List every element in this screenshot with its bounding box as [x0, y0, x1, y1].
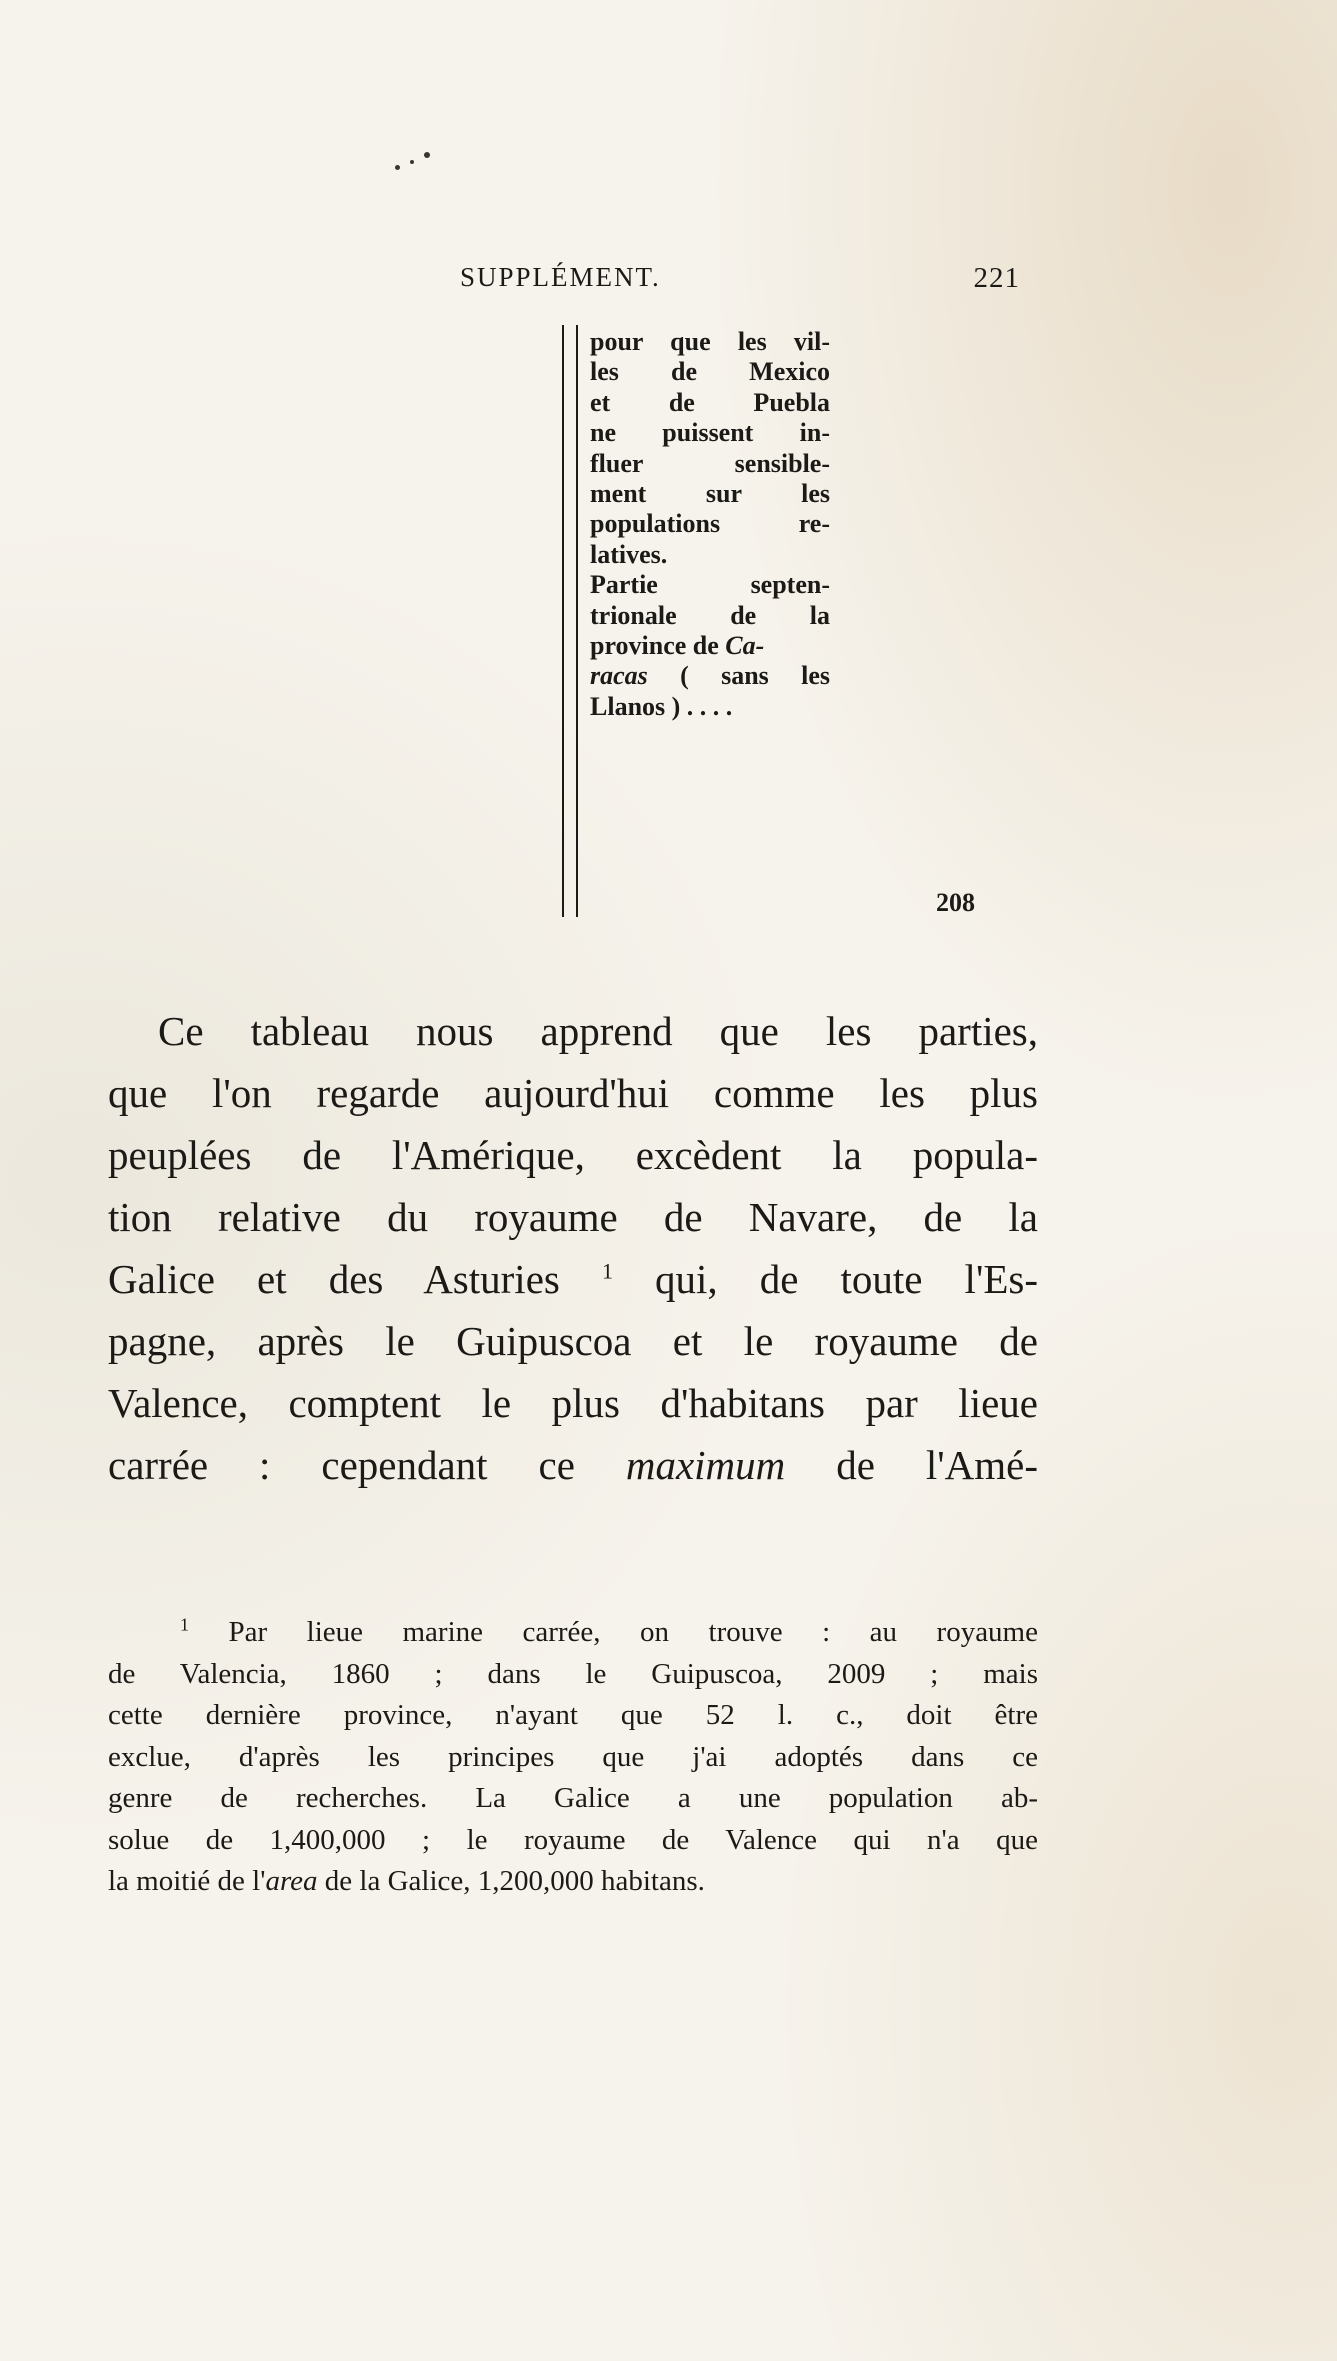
- paragraph-italic: maximum: [625, 1442, 786, 1488]
- body-paragraph: [108, 1000, 1038, 1496]
- footnote-line: de Valencia, 1860 ; dans le Guipuscoa, 2009 ; mais: [108, 1657, 1038, 1690]
- footnote-mark: 1: [180, 1614, 189, 1635]
- footnote-line: solue de 1,400,000 ; le royaume de Valence qui n'a que: [108, 1823, 1038, 1856]
- running-head: SUPPLÉMENT.: [460, 262, 661, 292]
- page-header: [450, 262, 1020, 302]
- ink-speck: [410, 160, 414, 164]
- paragraph-line: pagne, après le Guipuscoa et le royaume de: [108, 1318, 1038, 1364]
- table-text-line: populations re-: [590, 509, 830, 539]
- table-rule-right: [576, 325, 578, 917]
- paragraph-segment: qui, de toute l'Es-: [612, 1256, 1038, 1302]
- ink-speck: [395, 165, 400, 170]
- table-text-line: et de Puebla: [590, 387, 830, 417]
- page-number: 221: [973, 262, 1020, 294]
- footnote-segment: de la Galice, 1,200,000 habitans.: [317, 1865, 705, 1897]
- footnote-segment: Par lieue marine carrée, on trouve : au royaume: [189, 1616, 1038, 1648]
- table-text-line: les de Mexico: [590, 357, 830, 387]
- paragraph-line: [108, 1434, 1038, 1496]
- paragraph-line: tion relative du royaume de Navare, de la: [108, 1194, 1038, 1240]
- table-cell-value: 208: [936, 888, 975, 917]
- ink-speck: [424, 152, 430, 158]
- table-text-line: ne puissent in-: [590, 418, 830, 448]
- table-text-italic: racas: [590, 661, 648, 691]
- footnote-line: [108, 1612, 1038, 1654]
- footnote: [108, 1612, 1038, 1903]
- table-rule-left: [562, 325, 564, 917]
- table-text-line: fluer sensible-: [590, 448, 830, 478]
- paragraph-line: [108, 1248, 1038, 1310]
- table-cell-description: [590, 327, 830, 722]
- footnote-line: exclue, d'après les principes que j'ai adoptés dans ce: [108, 1740, 1038, 1773]
- table-text-segment: ( sans les: [647, 661, 830, 691]
- table-text-line: Llanos ) . . . .: [590, 691, 733, 721]
- paragraph-segment: Galice et des Asturies: [108, 1256, 602, 1302]
- footnote-italic: area: [265, 1865, 318, 1897]
- paragraph-line: que l'on regarde aujourd'hui comme les plus: [108, 1070, 1038, 1116]
- table-text-segment: province de: [590, 631, 726, 661]
- paragraph-line: peuplées de l'Amérique, excèdent la popula-: [108, 1132, 1038, 1178]
- table-text-line: Partie septen-: [590, 570, 830, 600]
- paragraph-segment: de l'Amé-: [785, 1442, 1038, 1488]
- table-text-italic: Ca-: [725, 631, 765, 661]
- table-text-line: latives.: [590, 539, 668, 569]
- paragraph-segment: carrée : cependant ce: [108, 1442, 626, 1488]
- footnote-reference: 1: [601, 1258, 613, 1284]
- table-text-line: trionale de la: [590, 600, 830, 630]
- paragraph-line: Valence, comptent le plus d'habitans par lieue: [108, 1380, 1038, 1426]
- table-text-line: pour que les vil-: [590, 327, 830, 356]
- footnote-line: cette dernière province, n'ayant que 52 l. c., doit être: [108, 1699, 1038, 1731]
- table-text-line: [590, 661, 830, 691]
- footnote-line: [108, 1861, 1038, 1903]
- footnote-line: genre de recherches. La Galice a une population ab-: [108, 1782, 1038, 1814]
- table-text-line: [590, 631, 830, 661]
- table-text-line: ment sur les: [590, 479, 830, 509]
- table-fragment: [560, 325, 1020, 917]
- footnote-segment: la moitié de l': [108, 1865, 266, 1897]
- paragraph-line: Ce tableau nous apprend que les parties,: [158, 1008, 1038, 1054]
